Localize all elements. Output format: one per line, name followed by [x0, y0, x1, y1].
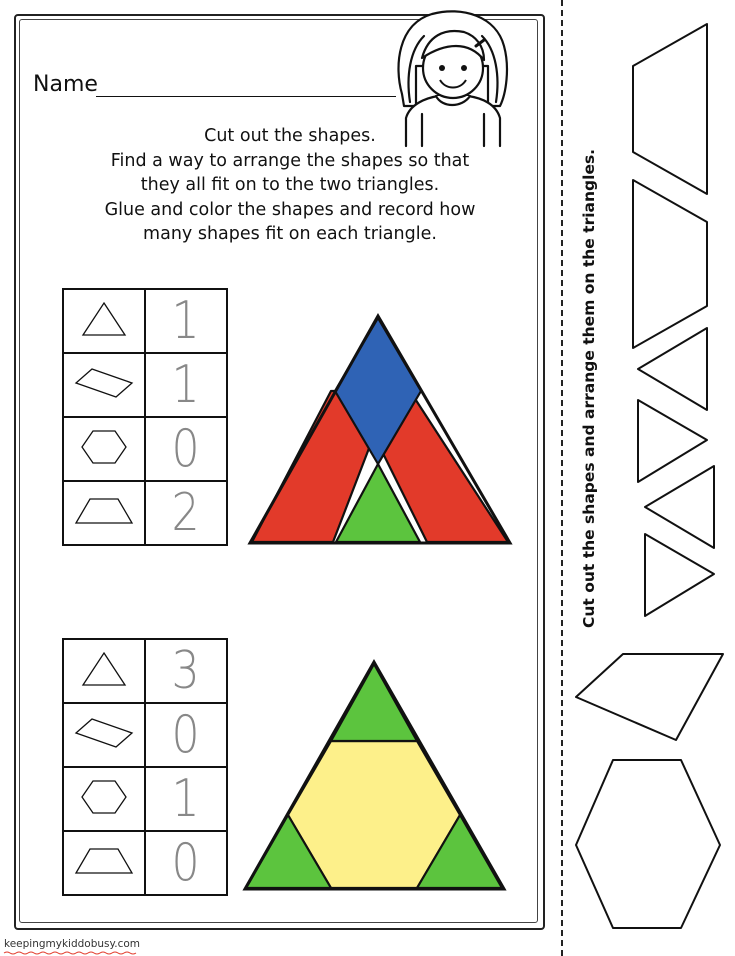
rhombus-icon [72, 365, 136, 401]
rhombus-icon [72, 715, 136, 751]
shape-cell [63, 767, 145, 831]
triangle-puzzle-1 [248, 314, 512, 546]
cutout-triangle-4 [645, 534, 714, 616]
name-write-line[interactable] [96, 96, 396, 97]
count-value: 0 [171, 705, 201, 765]
count-cell[interactable] [145, 831, 227, 895]
shape-cell [63, 417, 145, 481]
instruction-line: Glue and color the shapes and record how [104, 199, 476, 220]
count-value: 3 [171, 641, 201, 701]
instructions [60, 124, 520, 247]
tally-table-1 [62, 288, 228, 546]
count-cell[interactable] [145, 481, 227, 545]
cut-line [561, 0, 563, 956]
count-cell[interactable] [145, 417, 227, 481]
instruction-line: Cut out the shapes. [204, 126, 376, 146]
table-row [63, 417, 227, 481]
triangle-icon [79, 299, 129, 339]
count-cell[interactable] [145, 353, 227, 417]
count-cell[interactable] [145, 289, 227, 353]
count-value: 1 [171, 291, 201, 351]
footer-website: keepingmykiddobusy.com [4, 938, 140, 950]
tally-table-2 [62, 638, 228, 896]
cutout-hexagon [576, 760, 720, 928]
table-row [63, 767, 227, 831]
table-row [63, 353, 227, 417]
cutout-rhombus [576, 654, 723, 740]
cutout-triangle-3 [645, 466, 714, 548]
count-value: 0 [171, 419, 201, 479]
shape-cell [63, 703, 145, 767]
table-row [63, 703, 227, 767]
shape-cell [63, 353, 145, 417]
shape-cell [63, 831, 145, 895]
trapezoid-icon [72, 493, 136, 529]
shape-cell [63, 481, 145, 545]
hexagon-icon [79, 777, 129, 817]
table-row [63, 639, 227, 703]
table-row [63, 289, 227, 353]
table-row [63, 831, 227, 895]
count-cell[interactable] [145, 767, 227, 831]
count-cell[interactable] [145, 639, 227, 703]
shape-cell [63, 289, 145, 353]
instruction-line: they all fit on to the two triangles. [140, 175, 440, 195]
count-value: 1 [171, 769, 201, 829]
name-label: Name [33, 72, 98, 97]
instruction-line: Find a way to arrange the shapes so that [110, 150, 470, 171]
count-value: 2 [171, 483, 201, 543]
green-triangle-top [331, 664, 417, 741]
instruction-line: many shapes fit on each triangle. [143, 224, 437, 244]
cutout-triangle-2 [638, 400, 707, 482]
cutout-trapezoid-2 [633, 180, 707, 348]
side-instruction: Cut out the shapes and arrange them on the triangles. [580, 148, 598, 628]
cutout-trapezoid-1 [633, 24, 707, 194]
footer-squiggle [4, 951, 136, 956]
cutout-shapes [572, 0, 735, 950]
shape-cell [63, 639, 145, 703]
triangle-puzzle-2 [244, 660, 508, 892]
table-row [63, 481, 227, 545]
hexagon-icon [79, 427, 129, 467]
count-value: 1 [171, 355, 201, 415]
trapezoid-icon [72, 843, 136, 879]
triangle-icon [79, 649, 129, 689]
count-cell[interactable] [145, 703, 227, 767]
count-value: 0 [171, 833, 201, 893]
